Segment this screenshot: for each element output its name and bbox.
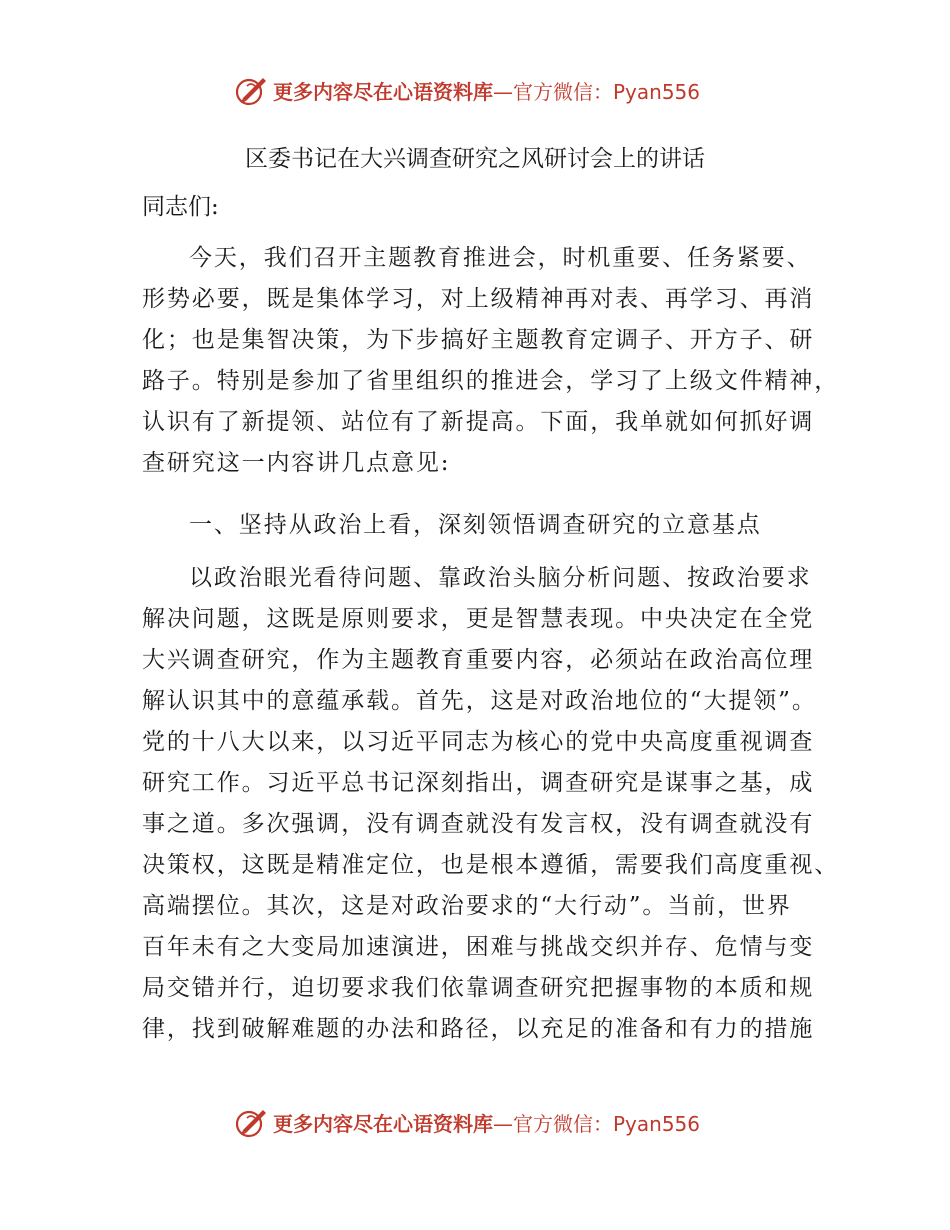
paragraph-line: 局交错并行，迫切要求我们依靠调查研究把握事物的本质和规: [142, 975, 815, 1001]
paragraph-line: 以政治眼光看待问题、靠政治头脑分析问题、按政治要求: [189, 565, 812, 591]
paragraph-line: 百年未有之大变局加速演进，困难与挑战交织并存、危情与变: [142, 934, 815, 960]
heading-line: 一、坚持从政治上看，深刻领悟调查研究的立意基点: [189, 512, 762, 538]
footer-watermark-banner: [233, 1102, 700, 1142]
paragraph-line: 律，找到破解难题的办法和路径，以充足的准备和有力的措施: [142, 1016, 815, 1042]
paragraph-line: 解决问题，这既是原则要求，更是智慧表现。中央决定在全党: [142, 606, 815, 632]
paragraph-intro: [142, 238, 840, 484]
watermark-text: 更多内容尽在心语资料库—官方微信：Pyan556: [273, 79, 701, 104]
paragraph-line: 认识有了新提领、站位有了新提高。下面，我单就如何抓好调: [142, 409, 815, 435]
salutation: 同志们:: [142, 194, 219, 220]
paragraph-line: 化；也是集智决策，为下步搞好主题教育定调子、开方子、研: [142, 327, 815, 353]
paragraph-line: 研究工作。习近平总书记深刻指出，调查研究是谋事之基，成: [142, 770, 815, 796]
paragraph-line: 解认识其中的意蕴承载。首先，这是对政治地位的“大提领”。: [142, 688, 817, 714]
paragraph-line: 形势必要，既是集体学习，对上级精神再对表、再学习、再消: [142, 286, 815, 312]
quill-pen-logo-icon: [233, 72, 269, 108]
paragraph-line: 大兴调查研究，作为主题教育重要内容，必须站在政治高位理: [142, 647, 815, 673]
paragraph-political: [142, 558, 840, 1050]
paragraph-line: 查研究这一内容讲几点意见:: [142, 450, 451, 476]
header-watermark-banner: [233, 70, 700, 110]
quill-pen-logo-icon: [233, 1104, 269, 1140]
document-title: 区委书记在大兴调查研究之风研讨会上的讲话: [245, 146, 705, 172]
section-heading-1: [142, 505, 822, 546]
paragraph-line: 决策权，这既是精准定位，也是根本遵循，需要我们高度重视、: [142, 852, 840, 878]
watermark-text: 更多内容尽在心语资料库—官方微信：Pyan556: [273, 1111, 701, 1136]
paragraph-line: 事之道。多次强调，没有调查就没有发言权，没有调查就没有: [142, 811, 815, 837]
paragraph-line: 路子。特别是参加了省里组织的推进会，学习了上级文件精神，: [142, 368, 840, 394]
paragraph-line: 党的十八大以来，以习近平同志为核心的党中央高度重视调查: [142, 729, 815, 755]
paragraph-line: 今天，我们召开主题教育推进会，时机重要、任务紧要、: [189, 245, 812, 271]
paragraph-line: 高端摆位。其次，这是对政治要求的“大行动”。当前，世界: [142, 893, 792, 919]
